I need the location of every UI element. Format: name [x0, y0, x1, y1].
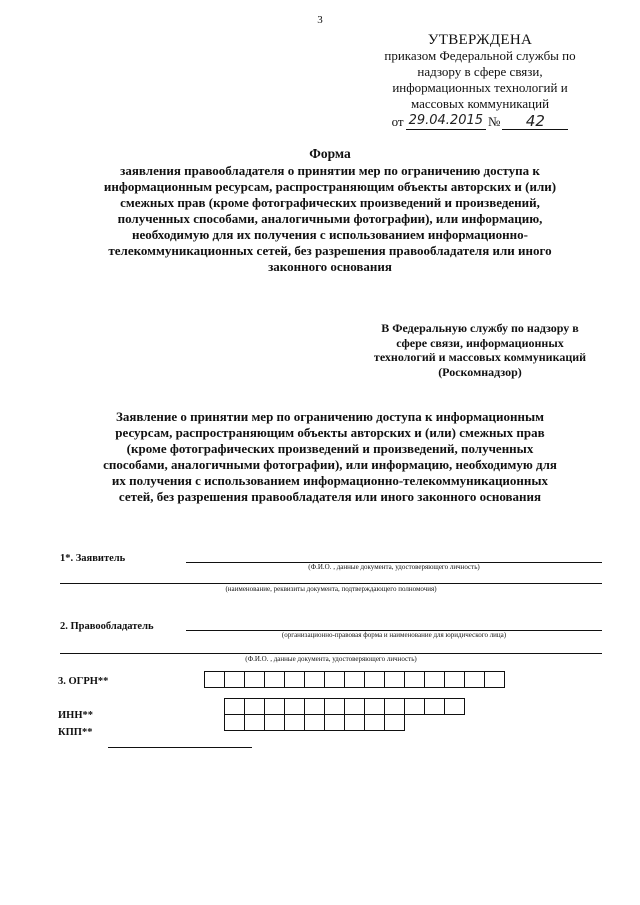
form-title-line: необходимую для их получения с использованием информационно-: [132, 227, 528, 242]
inn-digit-cell[interactable]: [304, 698, 325, 715]
ogrn-digit-cell[interactable]: [444, 671, 465, 688]
inn-digit-cell[interactable]: [224, 698, 245, 715]
statement-line: способами, аналогичными фотографии), или информацию, необходимую для: [103, 457, 557, 472]
footnote-separator: [108, 747, 252, 748]
kpp-digit-cell[interactable]: [304, 714, 325, 731]
ogrn-digit-cell[interactable]: [464, 671, 485, 688]
inn-digit-cell[interactable]: [384, 698, 405, 715]
holder-field-line-2[interactable]: [60, 653, 602, 654]
kpp-digit-cell[interactable]: [264, 714, 285, 731]
ogrn-digit-cell[interactable]: [304, 671, 325, 688]
statement-line: сетей, без разрешения правообладателя или иного законного основания: [118, 489, 542, 504]
ogrn-label: 3. ОГРН**: [58, 676, 109, 687]
statement-line: ресурсам, распространяющим объекты авторских и (или) смежных прав: [115, 425, 545, 440]
form-title-line: заявления правообладателя о принятии мер по ограничению доступа к: [120, 163, 540, 178]
holder-hint-1: (организационно-правовая форма и наименование для юридического лица): [281, 631, 507, 639]
recipient-line: сфере связи, информационных: [396, 335, 564, 350]
date-prefix: от: [391, 114, 404, 129]
inn-digit-cell[interactable]: [244, 698, 265, 715]
ogrn-digit-cell[interactable]: [324, 671, 345, 688]
inn-digit-cell[interactable]: [284, 698, 305, 715]
inn-digit-cell[interactable]: [444, 698, 465, 715]
ogrn-digit-cell[interactable]: [264, 671, 285, 688]
number-prefix: №: [488, 114, 501, 129]
kpp-cells: [224, 714, 405, 731]
ogrn-digit-cell[interactable]: [364, 671, 385, 688]
inn-label: ИНН**: [58, 710, 94, 721]
recipient-line: В Федеральную службу по надзору в: [381, 321, 579, 335]
ogrn-digit-cell[interactable]: [404, 671, 425, 688]
inn-digit-cell[interactable]: [404, 698, 425, 715]
ogrn-cells: [204, 671, 505, 688]
ogrn-digit-cell[interactable]: [284, 671, 305, 688]
recipient-line: технологий и массовых коммуникаций: [373, 350, 587, 364]
approval-block: [360, 32, 600, 130]
form-title-line: телекоммуникационных сетей, без разрешения правообладателя или иного: [108, 243, 552, 258]
inn-digit-cell[interactable]: [424, 698, 445, 715]
approval-number: 42: [502, 113, 568, 130]
ogrn-digit-cell[interactable]: [424, 671, 445, 688]
inn-digit-cell[interactable]: [324, 698, 345, 715]
kpp-label: КПП**: [58, 727, 93, 738]
applicant-label: 1*. Заявитель: [60, 553, 126, 564]
kpp-digit-cell[interactable]: [324, 714, 345, 731]
statement-title: [60, 409, 600, 505]
page-number: 3: [317, 14, 323, 26]
form-title: [60, 146, 600, 275]
approval-line: информационных технологий и: [392, 80, 568, 95]
ogrn-digit-cell[interactable]: [344, 671, 365, 688]
kpp-digit-cell[interactable]: [344, 714, 365, 731]
kpp-digit-cell[interactable]: [384, 714, 405, 731]
applicant-hint-2: (наименование, реквизиты документа, подтверждающего полномочия): [225, 585, 437, 593]
statement-line: Заявление о принятии мер по ограничению доступа к информационным: [116, 409, 544, 424]
statement-line: их получения с использованием информационно-телекоммуникационных: [111, 473, 549, 488]
approval-date-row: [360, 113, 600, 130]
kpp-digit-cell[interactable]: [284, 714, 305, 731]
approval-line: приказом Федеральной службы по: [384, 48, 576, 63]
form-heading: Форма: [309, 146, 351, 161]
inn-digit-cell[interactable]: [364, 698, 385, 715]
kpp-digit-cell[interactable]: [224, 714, 245, 731]
inn-digit-cell[interactable]: [344, 698, 365, 715]
statement-line: (кроме фотографических произведений и произведений, полученных: [126, 441, 534, 456]
approval-date: 29.04.2015: [406, 113, 486, 130]
ogrn-digit-cell[interactable]: [484, 671, 505, 688]
ogrn-digit-cell[interactable]: [244, 671, 265, 688]
kpp-digit-cell[interactable]: [244, 714, 265, 731]
ogrn-digit-cell[interactable]: [204, 671, 225, 688]
kpp-digit-cell[interactable]: [364, 714, 385, 731]
form-title-line: информационным ресурсам, распространяющим объекты авторских и (или): [103, 179, 557, 194]
holder-label: 2. Правообладатель: [60, 621, 154, 632]
approval-title: УТВЕРЖДЕНА: [427, 32, 533, 48]
approval-line: массовых коммуникаций: [410, 96, 550, 111]
ogrn-digit-cell[interactable]: [384, 671, 405, 688]
applicant-hint-1: (Ф.И.О. , данные документа, удостоверяющего личность): [308, 563, 480, 571]
approval-line: надзору в сфере связи,: [417, 64, 543, 79]
form-title-line: полученных способами, аналогичными фотографии), или информацию,: [117, 211, 543, 226]
inn-digit-cell[interactable]: [264, 698, 285, 715]
applicant-field-line-2[interactable]: [60, 583, 602, 584]
recipient-line: (Роскомнадзор): [438, 364, 522, 379]
recipient-block: [360, 321, 600, 379]
inn-cells: [224, 698, 465, 715]
holder-hint-2: (Ф.И.О. , данные документа, удостоверяющего личность): [245, 655, 417, 663]
form-title-line: смежных прав (кроме фотографических произведений и произведений,: [120, 195, 540, 210]
form-title-line: законного основания: [268, 259, 392, 274]
ogrn-digit-cell[interactable]: [224, 671, 245, 688]
